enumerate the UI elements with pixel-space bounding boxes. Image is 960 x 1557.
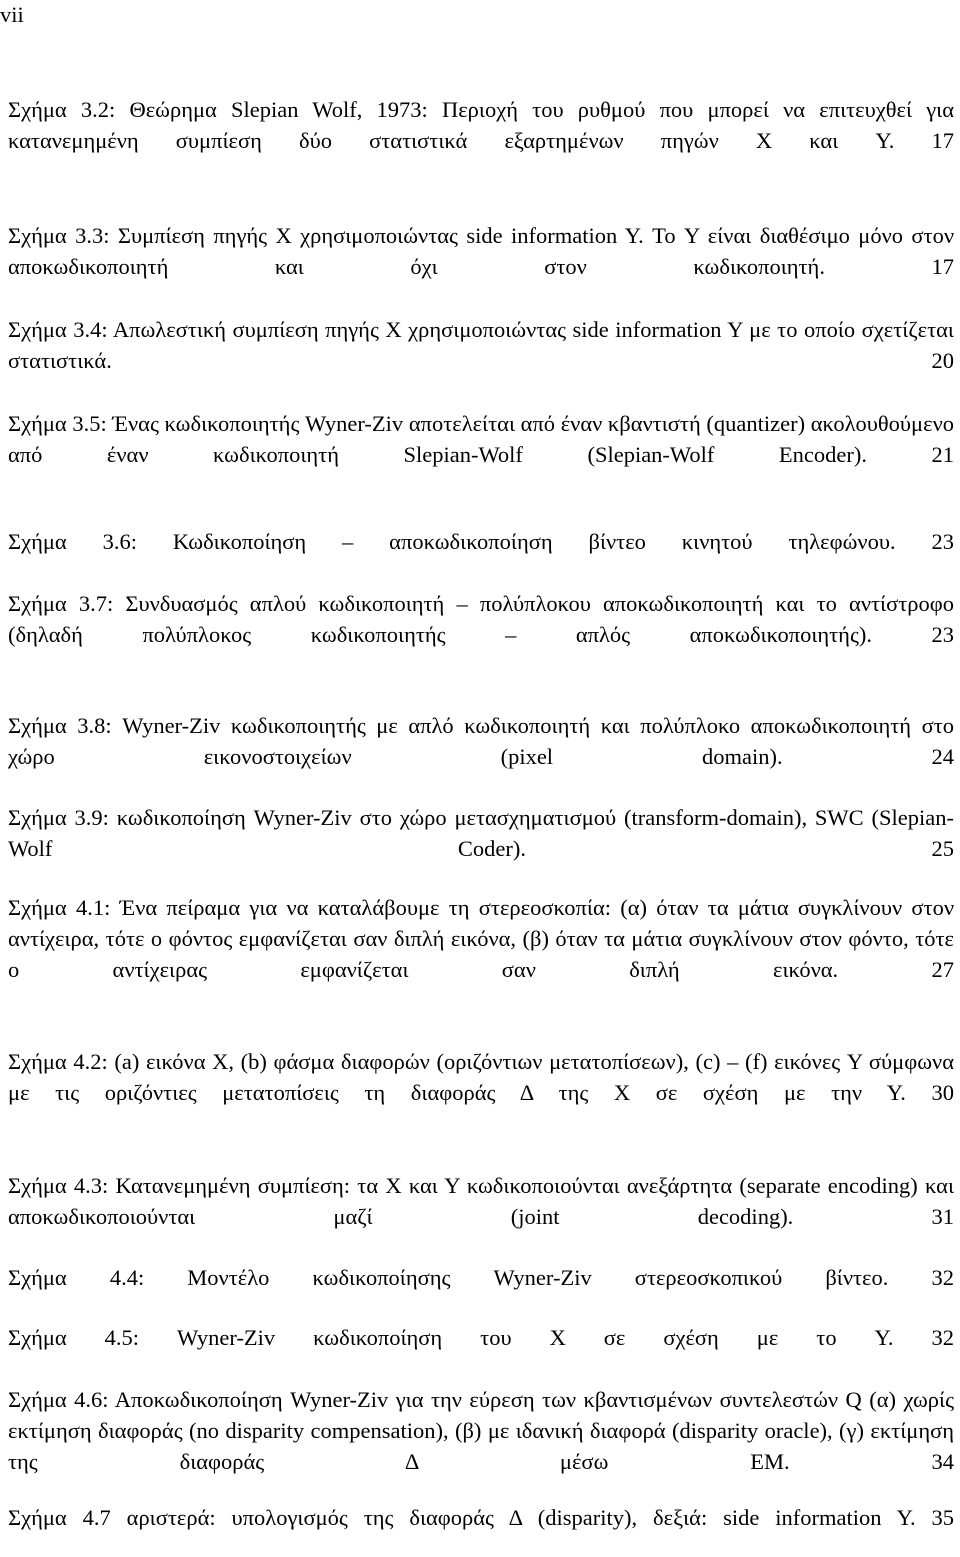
toc-entry-text: Σχήμα 4.5: Wyner-Ziv κωδικοποίηση του Χ σε σχέση με το Y.: [8, 1325, 894, 1350]
toc-entry-text: Σχήμα 3.7: Συνδυασμός απλού κωδικοποιητή – πολύπλοκου αποκωδικοποιητή και το αντίστροφο (δηλαδή πολύπλοκος κωδικοποιητής – απλός αποκωδικοποιητής).: [8, 591, 954, 647]
toc-entry-page: 20: [931, 348, 954, 373]
toc-entry-text: Σχήμα 4.1: Ένα πείραμα για να καταλάβουμε τη στερεοσκοπία: (α) όταν τα μάτια συγκλίνουν στον αντίχειρα, τότε ο φόντος εμφανίζεται σαν διπλή εικόνα, (β) όταν τα μάτια συγκλίνουν στον φόντο, τότε ο αντίχειρας εμφανίζεται σαν διπλή εικόνα.: [8, 895, 954, 982]
toc-entry: [8, 526, 954, 557]
toc-entry-page: 21: [931, 442, 954, 467]
toc-entry-page: 23: [931, 622, 955, 647]
page-number: vii: [0, 2, 24, 27]
toc-entry: [8, 1322, 954, 1353]
toc-entry: [8, 1046, 954, 1108]
toc-entry: [8, 408, 954, 470]
toc-entry-page: 32: [931, 1325, 955, 1350]
toc-entry-text: Σχήμα 3.6: Κωδικοποίηση – αποκωδικοποίηση βίντεο κινητού τηλεφώνου.: [8, 529, 896, 554]
toc-entry: [8, 94, 954, 156]
toc-entry-text: Σχήμα 3.5: Ένας κωδικοποιητής Wyner-Ziv αποτελείται από έναν κβαντιστή (quantizer) ακολουθούμενο από έναν κωδικοποιητή Slepian-Wolf (Slepian-Wolf Encoder).: [8, 411, 954, 467]
toc-entry: [8, 1170, 954, 1232]
toc-entry-page: 23: [931, 529, 954, 554]
toc-entry: [8, 892, 954, 985]
toc-entry-page: 17: [931, 128, 955, 153]
toc-entry: [8, 314, 954, 376]
toc-entry-page: 24: [931, 744, 954, 769]
toc-entry-text: Σχήμα 4.2: (a) εικόνα Χ, (b) φάσμα διαφορών (οριζόντιων μετατοπίσεων), (c) – (f) εικόνες Y σύμφωνα με τις οριζόντιες μετατοπίσεις τη διαφοράς Δ της Χ σε σχέση με την Υ.: [8, 1049, 954, 1105]
toc-entry: [8, 1262, 954, 1293]
toc-entry: [8, 802, 954, 864]
toc-entry-page: 31: [931, 1204, 954, 1229]
toc-entry-text: Σχήμα 3.9: κωδικοποίηση Wyner-Ziv στο χώρο μετασχηματισμού (transform-domain), SWC (Slepian-Wolf Coder).: [8, 805, 954, 861]
toc-entry-text: Σχήμα 3.4: Απωλεστική συμπίεση πηγής Χ χρησιμοποιώντας side information Y με το οποίο σχετίζεται στατιστικά.: [8, 317, 954, 373]
toc-entry: [8, 710, 954, 772]
toc-entry-page: 25: [931, 836, 954, 861]
toc-entry: [8, 1384, 954, 1477]
toc-entry-page: 35: [931, 1505, 954, 1530]
toc-entry-text: Σχήμα 3.2: Θεώρημα Slepian Wolf, 1973: Περιοχή του ρυθμού που μπορεί να επιτευχθεί για κατανεμημένη συμπίεση δύο στατιστικά εξαρτημένων πηγών Χ και Y.: [8, 97, 954, 153]
toc-entry-page: 30: [931, 1080, 955, 1105]
toc-entry-text: Σχήμα 4.3: Κατανεμημένη συμπίεση: τα Χ και Υ κωδικοποιούνται ανεξάρτητα (separate encoding) και αποκωδικοποιούνται μαζί (joint decoding).: [8, 1173, 954, 1229]
toc-entry-text: Σχήμα 4.6: Αποκωδικοποίηση Wyner-Ziv για την εύρεση των κβαντισμένων συντελεστών Q (α) χωρίς εκτίμηση διαφοράς (no disparity compensation), (β) με ιδανική διαφορά (disparity oracle), (γ) εκτίμηση της διαφοράς Δ μέσω EM.: [8, 1387, 954, 1474]
toc-entry: [8, 588, 954, 650]
toc-entry-page: 34: [931, 1449, 954, 1474]
toc-entry-text: Σχήμα 3.8: Wyner-Ziv κωδικοποιητής με απλό κωδικοποιητή και πολύπλοκο αποκωδικοποιητή στο χώρο εικονοστοιχείων (pixel domain).: [8, 713, 954, 769]
toc-entry-text: Σχήμα 4.4: Μοντέλο κωδικοποίησης Wyner-Ziv στερεοσκοπικού βίντεο.: [8, 1265, 889, 1290]
toc-entry: [8, 220, 954, 282]
toc-entry-text: Σχήμα 4.7 αριστερά: υπολογισμός της διαφοράς Δ (disparity), δεξιά: side information Y.: [8, 1505, 916, 1530]
toc-entry-page: 27: [931, 957, 954, 982]
toc-entry: [8, 1502, 954, 1533]
toc-entry-page: 17: [931, 254, 954, 279]
toc-entry-text: Σχήμα 3.3: Συμπίεση πηγής Χ χρησιμοποιώντας side information Y. Το Y είναι διαθέσιμο μόνο στον αποκωδικοποιητή και όχι στον κωδικοποιητή.: [8, 223, 954, 279]
toc-entry-page: 32: [931, 1265, 955, 1290]
